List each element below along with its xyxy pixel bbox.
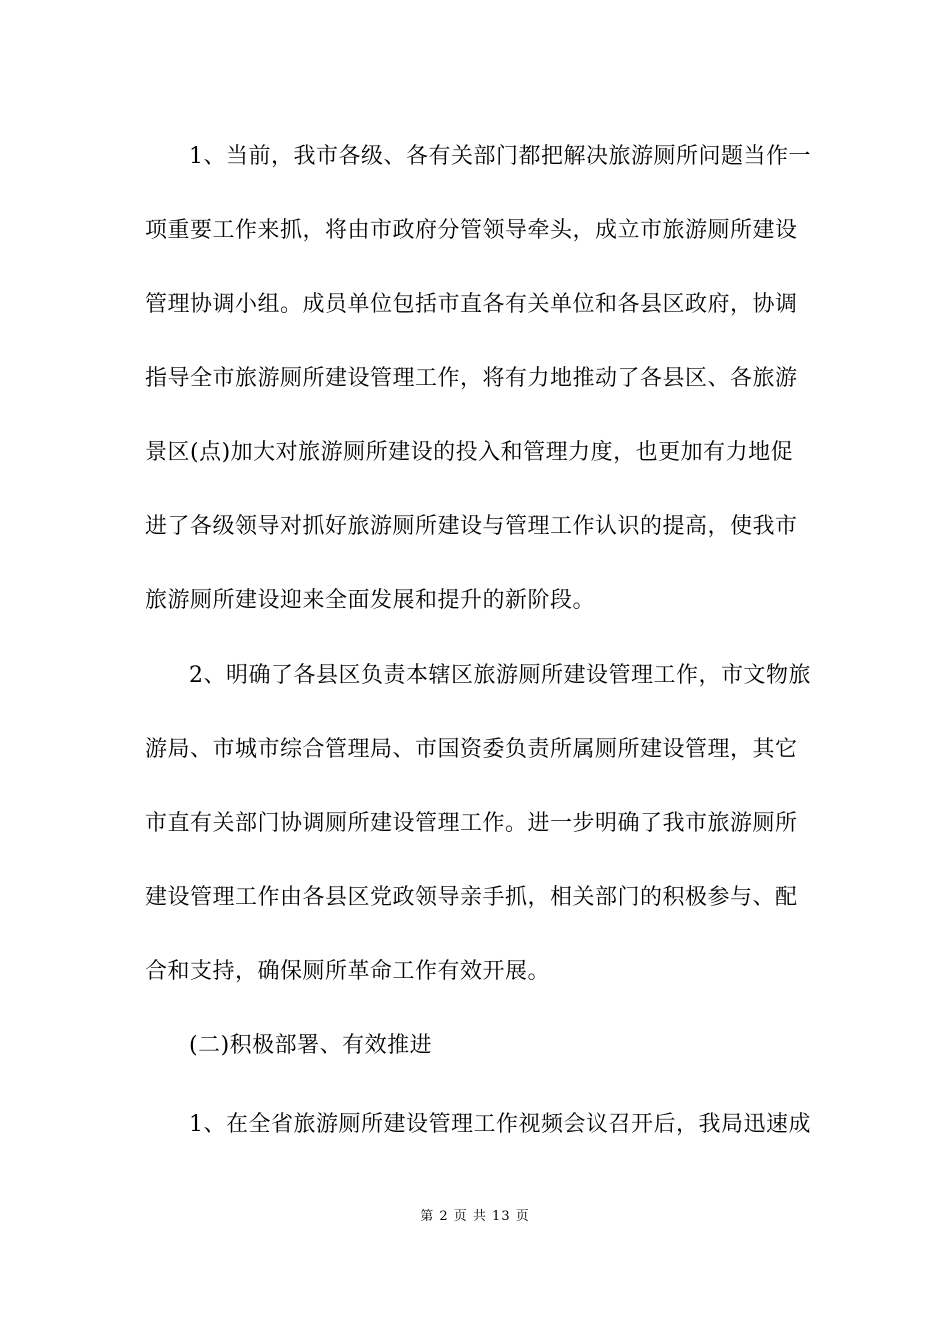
paragraph-line: 管理协调小组。成员单位包括市直各有关单位和各县区政府，协调 bbox=[145, 292, 798, 317]
paragraph-line: 指导全市旅游厕所建设管理工作，将有力地推动了各县区、各旅游 bbox=[145, 366, 798, 391]
paragraph-line: 1、在全省旅游厕所建设管理工作视频会议召开后，我局迅速成 bbox=[189, 1112, 811, 1137]
paragraph-line: 市直有关部门协调厕所建设管理工作。进一步明确了我市旅游厕所 bbox=[145, 811, 798, 836]
paragraph-line: 合和支持，确保厕所革命工作有效开展。 bbox=[145, 959, 551, 984]
section-heading: (二)积极部署、有效推进 bbox=[189, 1033, 433, 1058]
paragraph-line: 建设管理工作由各县区党政领导亲手抓，相关部门的积极参与、配 bbox=[145, 885, 798, 910]
paragraph-line: 游局、市城市综合管理局、市国资委负责所属厕所建设管理，其它 bbox=[145, 737, 798, 762]
page-number-footer: 第 2 页 共 13 页 bbox=[420, 1209, 530, 1224]
paragraph-line: 景区(点)加大对旅游厕所建设的投入和管理力度，也更加有力地促 bbox=[145, 440, 794, 465]
paragraph-line: 旅游厕所建设迎来全面发展和提升的新阶段。 bbox=[145, 588, 596, 613]
paragraph-line: 进了各级领导对抓好旅游厕所建设与管理工作认识的提高，使我市 bbox=[145, 514, 798, 539]
paragraph-line: 1、当前，我市各级、各有关部门都把解决旅游厕所问题当作一 bbox=[189, 144, 811, 169]
paragraph-line: 项重要工作来抓，将由市政府分管领导牵头，成立市旅游厕所建设 bbox=[145, 218, 798, 243]
paragraph-line: 2、明确了各县区负责本辖区旅游厕所建设管理工作，市文物旅 bbox=[189, 663, 811, 688]
